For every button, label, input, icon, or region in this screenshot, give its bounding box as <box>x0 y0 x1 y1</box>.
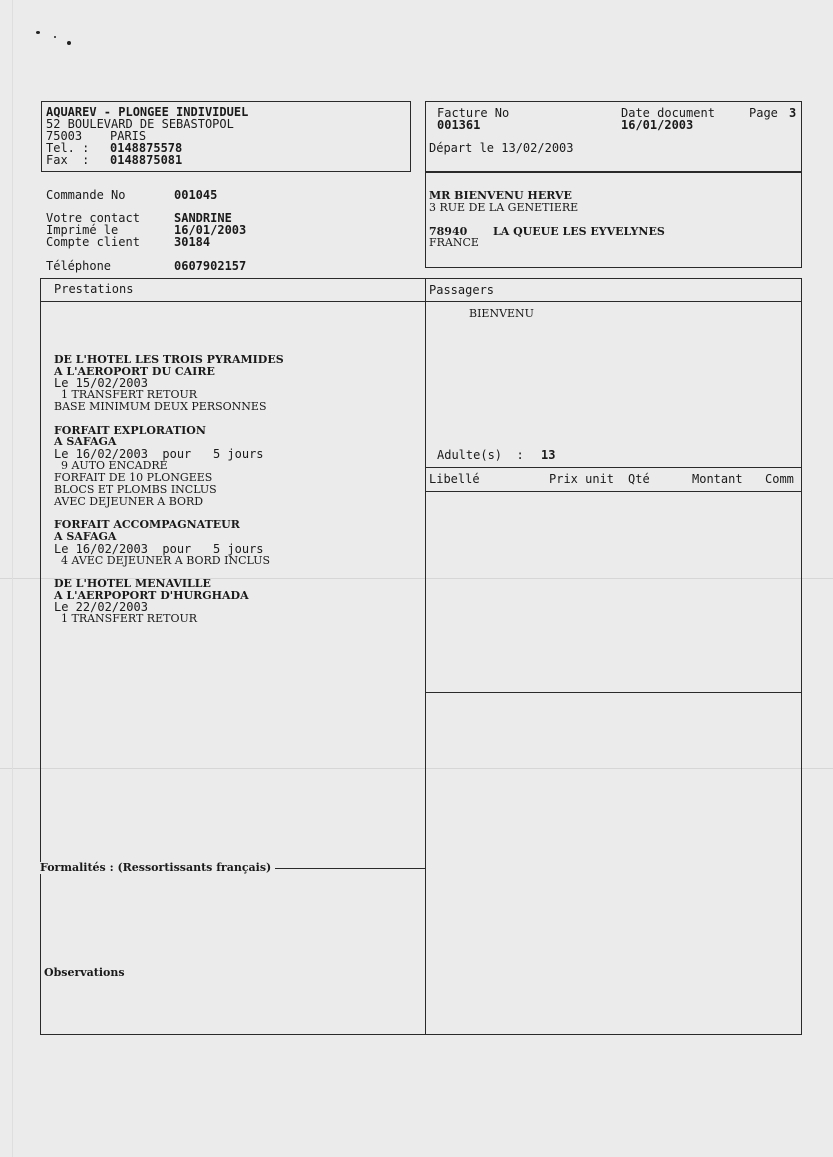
prestation-detail: FORFAIT DE 10 PLONGEES <box>54 471 213 484</box>
compte-number: 30184 <box>174 235 211 249</box>
facture-number: 001361 <box>437 118 481 132</box>
header-rule <box>40 301 802 302</box>
prestation-subtitle: A SAFAGA <box>54 435 117 448</box>
date-document-label: Date document <box>621 106 715 120</box>
prestation-title: FORFAIT ACCOMPAGNATEUR <box>54 518 240 531</box>
page-number: 3 <box>789 106 797 120</box>
col-prix-unit: Prix unit <box>549 472 615 486</box>
table-top-rule <box>425 467 802 468</box>
company-tel: 0148875578 <box>110 141 183 155</box>
table-header-rule <box>425 491 802 492</box>
client-address: 3 RUE DE LA GENETIERE <box>429 201 579 214</box>
contact-name: SANDRINE <box>174 211 232 225</box>
company-postcode: 75003 <box>46 129 83 143</box>
company-name: AQUAREV - PLONGEE INDIVIDUEL <box>46 105 249 119</box>
compte-label: Compte client <box>46 235 140 249</box>
date-document: 16/01/2003 <box>621 118 694 132</box>
client-postcode: 78940 <box>429 225 468 238</box>
prestation-title: DE L'HOTEL LES TROIS PYRAMIDES <box>54 353 284 366</box>
contact-label: Votre contact <box>46 211 140 225</box>
prestations-heading: Prestations <box>54 282 134 296</box>
company-fax-label: Fax : <box>46 153 90 167</box>
observations-heading: Observations <box>44 966 125 979</box>
paper-edge <box>12 0 13 1157</box>
passagers-heading: Passagers <box>429 283 495 297</box>
company-tel-label: Tel. : <box>46 141 90 155</box>
table-bottom-rule <box>425 692 802 693</box>
prestation-detail: BLOCS ET PLOMBS INCLUS <box>54 483 217 496</box>
company-city: PARIS <box>110 129 147 143</box>
prestation-subtitle: A L'AEROPORT DU CAIRE <box>54 365 215 378</box>
prestation-title: FORFAIT EXPLORATION <box>54 424 206 437</box>
imprime-label: Imprimé le <box>46 223 119 237</box>
client-name: MR BIENVENU HERVE <box>429 189 572 202</box>
passenger-name: BIENVENU <box>469 307 534 320</box>
prestation-subtitle: A L'AERPOPORT D'HURGHADA <box>54 589 249 602</box>
prestation-detail: 1 TRANSFERT RETOUR <box>54 612 198 625</box>
formalites-heading: Formalités : (Ressortissants français) <box>40 862 275 874</box>
depart-date: Départ le 13/02/2003 <box>429 141 574 155</box>
company-fax: 0148875081 <box>110 153 183 167</box>
commande-label: Commande No <box>46 188 126 202</box>
prestation-title: DE L'HOTEL MENAVILLE <box>54 577 211 590</box>
col-comm: Comm <box>765 472 794 486</box>
prestation-date: Le 16/02/2003 pour 5 jours <box>54 542 264 556</box>
telephone-label: Téléphone <box>46 259 112 273</box>
prestation-date: Le 16/02/2003 pour 5 jours <box>54 447 264 461</box>
prestation-detail: 4 AVEC DEJEUNER A BORD INCLUS <box>54 554 271 567</box>
col-montant: Montant <box>692 472 743 486</box>
column-divider <box>425 278 426 1035</box>
prestation-subtitle: A SAFAGA <box>54 530 117 543</box>
telephone-number: 0607902157 <box>174 259 247 273</box>
facture-label: Facture No <box>437 106 510 120</box>
adultes-label: Adulte(s) : <box>437 448 524 462</box>
client-box <box>425 172 802 268</box>
imprime-date: 16/01/2003 <box>174 223 247 237</box>
client-city: LA QUEUE LES EYVELYNES <box>493 225 665 238</box>
prestation-detail: BASE MINIMUM DEUX PERSONNES <box>54 400 267 413</box>
client-country: FRANCE <box>429 236 479 249</box>
col-qte: Qté <box>628 472 650 486</box>
company-address: 52 BOULEVARD DE SEBASTOPOL <box>46 117 234 131</box>
commande-number: 001045 <box>174 188 218 202</box>
page-label: Page <box>749 106 778 120</box>
col-libelle: Libellé <box>429 472 480 486</box>
prestation-detail: 1 TRANSFERT RETOUR <box>54 388 198 401</box>
prestation-date: Le 22/02/2003 <box>54 600 148 614</box>
prestation-detail: 9 AUTO ENCADRE <box>54 459 168 472</box>
prestation-detail: AVEC DEJEUNER A BORD <box>54 495 204 508</box>
adultes-count: 13 <box>541 448 556 462</box>
prestation-date: Le 15/02/2003 <box>54 376 148 390</box>
